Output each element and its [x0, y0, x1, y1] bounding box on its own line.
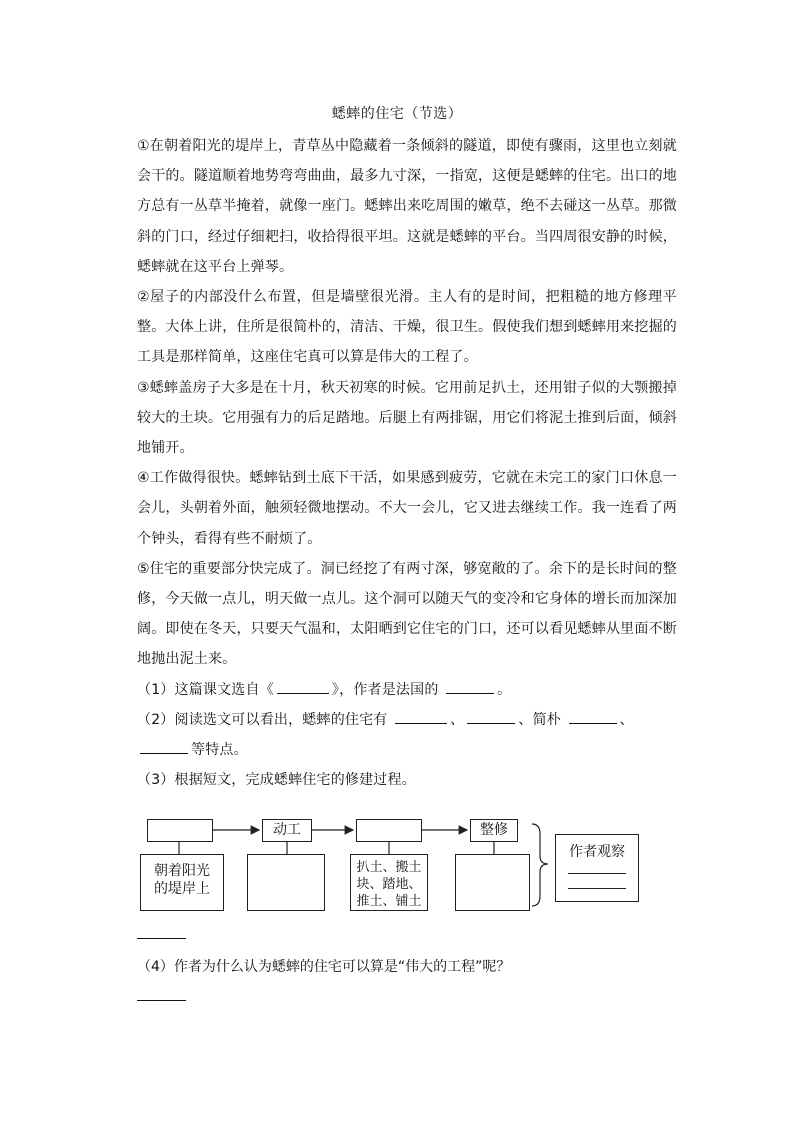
top-box-1[interactable] [147, 819, 213, 842]
question-1-text-b: 》，作者是法国的 [331, 681, 444, 698]
observation-box [555, 834, 639, 902]
passage-body [137, 131, 677, 795]
question-3: （3）根据短文，完成蟋蟀住宅的修建过程。 [137, 772, 416, 789]
bottom-box-4[interactable] [455, 854, 530, 911]
top-box-3[interactable] [356, 819, 422, 842]
question-1 [137, 675, 677, 705]
answer-blank[interactable] [467, 709, 515, 724]
top-box-4: 整修 [470, 819, 518, 842]
question-1-text-a: （1）这篇课文选自《 [137, 681, 274, 698]
observation-line-2[interactable] [568, 888, 626, 889]
question-4: （4）作者为什么认为蟋蟀的住宅可以算是“伟大的工程”呢？ [137, 959, 511, 975]
paragraph-3: ③蟋蟀盖房子大多是在十月，秋天初寒的时候。它用前足扒土，还用钳子似的大颚搬掉较大的土块。它用强有力的后足踏地。后腿上有两排锯，用它们将泥土推到后面，倾斜地铺开。 [137, 379, 677, 457]
bottom-box-3: 扒土、搬土 块、踏地、 推土、铺土 [350, 854, 428, 911]
question-2-text-b: 、 [450, 711, 465, 728]
answer-blank[interactable] [140, 739, 188, 754]
question-2-text-e: 等特点。 [191, 742, 248, 759]
observation-label: 作者观察 [569, 844, 625, 860]
answer-line-q4[interactable] [137, 1000, 186, 1001]
answer-blank[interactable] [569, 709, 617, 724]
answer-blank[interactable] [277, 679, 329, 694]
construction-flow-diagram [137, 814, 677, 914]
paragraph-4: ④工作做得很快。蟋蟀钻到土底下干活，如果感到疲劳，它就在未完工的家门口休息一会儿，头朝着外面，触须轻微地摆动。不大一会儿，它又进去继续工作。我一连看了两个钟头，看得有些不耐烦了。 [137, 470, 677, 547]
bottom-box-1: 朝着阳光 的堤岸上 [140, 854, 224, 911]
question-2-text-d: 、 [619, 711, 634, 728]
paragraph-2: ②屋子的内部没什么布置，但是墙壁很光滑。主人有的是时间，把粗糙的地方修理平整。大体上讲，住所是很简朴的，清洁、干燥，很卫生。假使我们想到蟋蟀用来挖掘的工具是那样简单，这座住宅真可以算是伟大的工程了。 [137, 289, 677, 366]
top-box-2: 动工 [262, 819, 312, 842]
answer-blank[interactable] [446, 679, 494, 694]
question-1-text-c: 。 [497, 681, 512, 698]
question-2 [137, 705, 677, 765]
answer-blank[interactable] [395, 709, 447, 724]
bottom-box-2[interactable] [247, 854, 325, 911]
passage-title: 蟋蟀的住宅（节选） [331, 106, 463, 122]
paragraph-1: ①在朝着阳光的堤岸上，青草丛中隐藏着一条倾斜的隧道，即使有骤雨，这里也立刻就会干的。隧道顺着地势弯弯曲曲，最多九寸深，一指宽，这便是蟋蟀的住宅。出口的地方总有一丛草半掩着，就像一座门。蟋蟀出来吃周围的嫩草，绝不去碰这一丛草。那微斜的门口，经过仔细耙扫，收拾得很平坦。这就是蟋蟀的平台。当四周很安静的时候，蟋蟀就在这平台上弹琴。 [137, 138, 677, 275]
paragraph-5: ⑤住宅的重要部分快完成了。洞已经挖了有两寸深，够宽敞的了。余下的是长时间的整修，今天做一点儿，明天做一点儿。这个洞可以随天气的变冷和它身体的增长而加深加阔。即使在冬天，只要天气温和，太阳晒到它住宅的门口，还可以看见蟋蟀从里面不断地抛出泥土来。 [137, 560, 677, 668]
brace-icon [532, 824, 548, 906]
question-2-text-c: 、简朴 [518, 711, 566, 728]
answer-line-q3[interactable] [137, 938, 186, 939]
question-2-text-a: （2）阅读选文可以看出，蟋蟀的住宅有 [137, 711, 393, 728]
observation-line-1[interactable] [568, 873, 626, 874]
